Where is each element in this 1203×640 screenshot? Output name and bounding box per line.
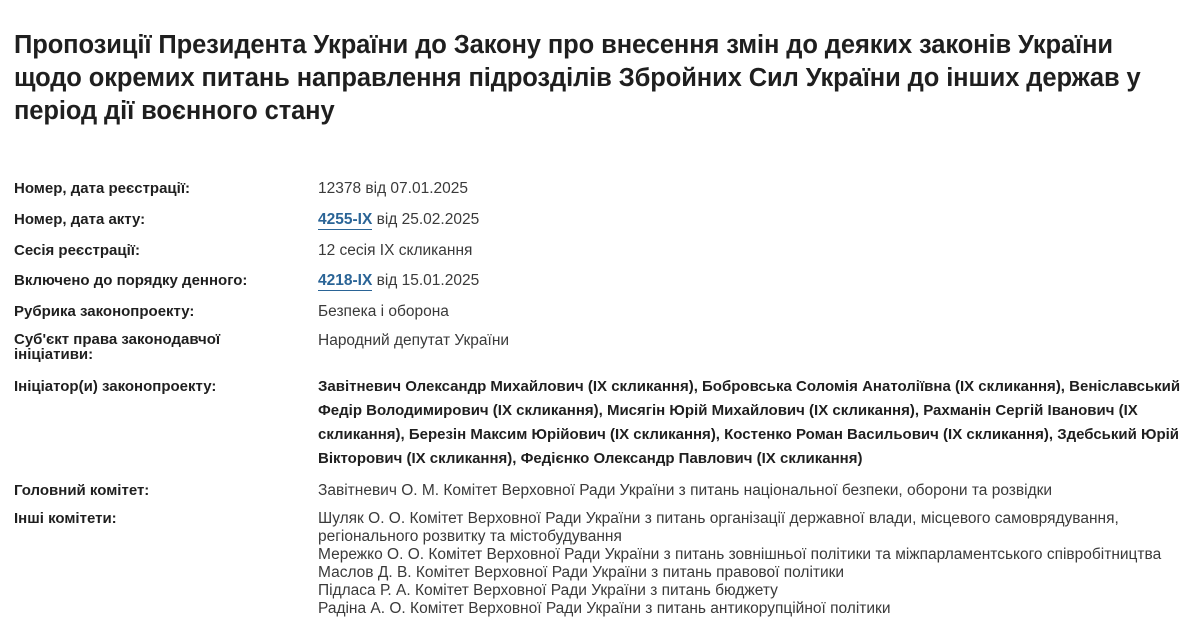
list-item: Шуляк О. О. Комітет Верховної Ради України з питань організації державної влади, місцевого самоврядування, регіонального розвитку та містобудування bbox=[318, 510, 1119, 545]
page-title: Пропозиції Президента України до Закону про внесення змін до деяких законів України щодо окремих питань направлення підрозділів Збройних Сил України до інших держав у період дії воєнного стану bbox=[14, 31, 1141, 125]
list-item: Радіна А. О. Комітет Верховної Ради України з питань антикорупційної політики bbox=[318, 600, 891, 617]
rubric-value: Безпека і оборона bbox=[318, 303, 449, 320]
main-committee-value: Завітневич О. М. Комітет Верховної Ради України з питань національної безпеки, оборони та розвідки bbox=[318, 482, 1053, 499]
other-committees-label: Інші комітети: bbox=[14, 510, 117, 527]
registration-value: 12378 від 07.01.2025 bbox=[318, 180, 469, 197]
agenda-value bbox=[318, 272, 1203, 289]
agenda-label: Включено до порядку денного: bbox=[14, 272, 248, 289]
registration-label: Номер, дата реєстрації: bbox=[14, 180, 191, 197]
act-date: від 25.02.2025 bbox=[372, 211, 480, 228]
list-item: Маслов Д. В. Комітет Верховної Ради України з питань правової політики bbox=[318, 564, 845, 581]
list-item: Підласа Р. А. Комітет Верховної Ради України з питань бюджету bbox=[318, 582, 778, 599]
agenda-date: від 15.01.2025 bbox=[372, 272, 480, 289]
main-committee-label: Головний комітет: bbox=[14, 482, 150, 499]
subject-value: Народний депутат України bbox=[318, 332, 510, 349]
list-item: Мережко О. О. Комітет Верховної Ради України з питань зовнішньої політики та міжпарламентського співробітництва bbox=[318, 546, 1162, 563]
act-value bbox=[318, 211, 1203, 228]
session-value: 12 сесія IX скликання bbox=[318, 242, 473, 259]
other-committees-list bbox=[318, 510, 1203, 618]
agenda-number-link[interactable]: 4218-IX bbox=[318, 272, 373, 289]
act-label: Номер, дата акту: bbox=[14, 211, 146, 228]
subject-label: Суб'єкт права законодавчої ініціативи: bbox=[14, 331, 221, 363]
initiators-value: Завітневич Олександр Михайлович (IX скликання), Бобровська Соломія Анатоліївна (IX скликання), Веніславський Федір Володимирович (IX скликання), Мисягін Юрій Михайлович (IX скликання), Рахманін Сергій Іванович (IX скликання), Березін Максим Юрійович (IX скликання), Костенко Роман Васильович (IX скликання), Здебський Юрій Вікторович (IX скликання), Федієнко Олександр Павлович (IX скликання) bbox=[318, 378, 1181, 467]
rubric-label: Рубрика законопроекту: bbox=[14, 303, 195, 320]
act-number-link[interactable]: 4255-IX bbox=[318, 211, 373, 228]
initiators-label: Ініціатор(и) законопроекту: bbox=[14, 378, 217, 395]
session-label: Сесія реєстрації: bbox=[14, 242, 140, 259]
